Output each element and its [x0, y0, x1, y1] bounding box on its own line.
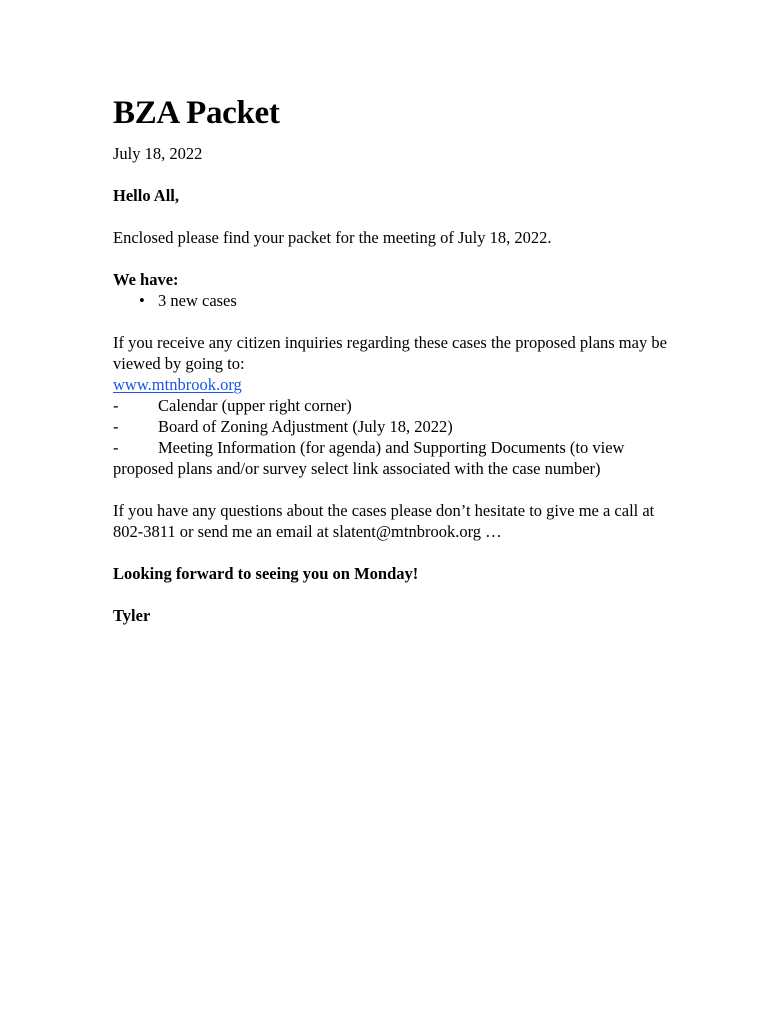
step-item [113, 437, 673, 479]
step-text: Board of Zoning Adjustment (July 18, 2022) [158, 417, 453, 436]
inquiry-paragraph: If you receive any citizen inquiries regarding these cases the proposed plans may be viewed by going to: [113, 333, 667, 373]
list-item [139, 290, 673, 311]
closing-line: Looking forward to seeing you on Monday! [113, 564, 419, 583]
greeting: Hello All, [113, 186, 179, 205]
website-line [113, 374, 673, 395]
questions-paragraph: If you have any questions about the cases please don’t hesitate to give me a call at 802-3811 or send me an email at slatent@mtnbrook.org … [113, 501, 655, 541]
list-item-text: 3 new cases [158, 291, 237, 310]
dash-marker: - [113, 438, 119, 457]
step-item [113, 416, 673, 437]
intro-paragraph: Enclosed please find your packet for the meeting of July 18, 2022. [113, 228, 552, 247]
dash-marker: - [113, 417, 119, 436]
document-body [113, 93, 673, 626]
dash-marker: - [113, 396, 119, 415]
step-item [113, 395, 673, 416]
page-title: BZA Packet [113, 95, 280, 131]
bullet-icon: • [139, 291, 145, 310]
document-date: July 18, 2022 [113, 144, 203, 163]
website-link[interactable]: www.mtnbrook.org [113, 375, 242, 394]
signature: Tyler [113, 606, 151, 625]
step-text: Calendar (upper right corner) [158, 396, 352, 415]
we-have-heading: We have: [113, 270, 179, 289]
step-text: Meeting Information (for agenda) and Supporting Documents (to view proposed plans and/or survey select link associated with the case number) [113, 438, 625, 478]
cases-list [113, 290, 673, 311]
